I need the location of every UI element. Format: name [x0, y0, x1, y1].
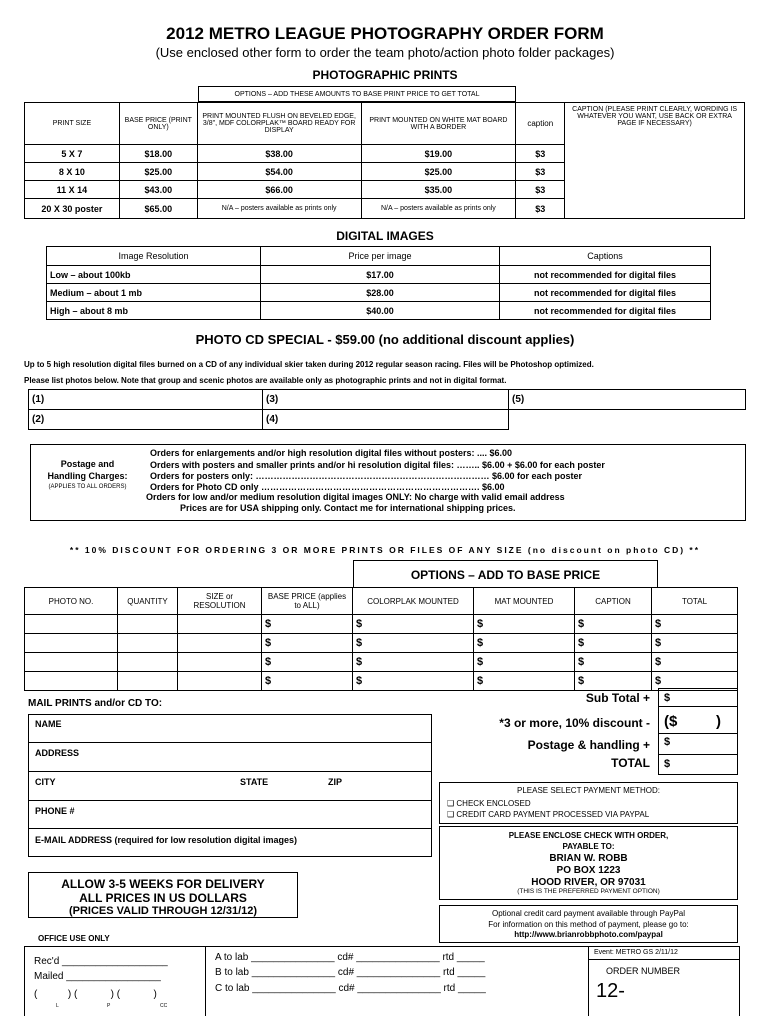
lab-a[interactable]: A to lab _______________ cd# _______________ rtd _____	[215, 952, 485, 963]
postage-line: Prices are for USA shipping only. Contact me for international shipping prices.	[180, 503, 516, 513]
cell: $43.00	[119, 181, 197, 199]
cell: $66.00	[197, 181, 361, 199]
check-option[interactable]: ❑ CHECK ENCLOSED	[447, 799, 531, 808]
cd-slot-5[interactable]: (5)	[509, 390, 746, 410]
table-row	[47, 266, 711, 284]
paypal-line: Optional credit card payment available through PayPal	[492, 909, 685, 918]
cd-note: Please list photos below. Note that group and scenic photos are available only as photographic prints and not in digital format.	[24, 376, 507, 385]
lab-c[interactable]: C to lab _______________ cd# _______________ rtd _____	[215, 983, 486, 994]
caption-field[interactable]: $	[575, 672, 652, 691]
state-field[interactable]: STATE	[240, 777, 269, 787]
email-field[interactable]: E-MAIL ADDRESS (required for low resolution digital images)	[35, 835, 298, 845]
payee-box: PO BOX 1223	[556, 865, 621, 876]
cell: N/A – posters available as prints only	[361, 199, 516, 219]
quantity-field[interactable]	[118, 672, 178, 691]
phone-field[interactable]: PHONE #	[35, 806, 75, 816]
page-title: 2012 METRO LEAGUE PHOTOGRAPHY ORDER FORM	[166, 24, 604, 43]
postage-line: Orders for Photo CD only ………………………………………………………………. $6.00	[150, 482, 505, 492]
delivery-line: (PRICES VALID THROUGH 12/31/12)	[68, 905, 258, 917]
prints-header-caption: caption	[516, 103, 565, 145]
cell: not recommended for digital files	[500, 284, 711, 302]
order-header: CAPTION	[575, 588, 652, 615]
photo-no-field[interactable]	[25, 634, 118, 653]
total-label: TOTAL	[611, 756, 650, 770]
caption-field[interactable]: $	[575, 615, 652, 634]
postage-label-2: Handling Charges:	[47, 471, 128, 481]
discount-field[interactable]: ($	[664, 713, 678, 730]
postage-field[interactable]: $	[664, 736, 671, 748]
discount-note: ** 10% DISCOUNT FOR ORDERING 3 OR MORE PRINTS OR FILES OF ANY SIZE (no discount on photo CD) **	[69, 545, 701, 555]
mat-field[interactable]: $	[474, 615, 575, 634]
cell: N/A – posters available as prints only	[197, 199, 361, 219]
cell: $19.00	[361, 145, 516, 163]
cell: High – about 8 mb	[47, 302, 261, 320]
order-number-field[interactable]: 12-	[596, 980, 625, 1002]
mail-title: MAIL PRINTS and/or CD TO:	[28, 698, 163, 709]
event-label: Event: METRO GS 2/11/12	[594, 949, 678, 956]
subtotal-label: Sub Total +	[585, 691, 650, 705]
code-p: P	[107, 1003, 111, 1009]
cell: 11 X 14	[25, 181, 120, 199]
recd-field[interactable]: Rec'd ___________________	[34, 956, 168, 967]
order-header: SIZE or RESOLUTION	[178, 588, 262, 615]
page-subtitle: (Use enclosed other form to order the team photo/action photo folder packages)	[155, 45, 615, 60]
payment-title: PLEASE SELECT PAYMENT METHOD:	[517, 786, 660, 795]
base-price-field[interactable]: $	[262, 634, 353, 653]
cell: Medium – about 1 mb	[47, 284, 261, 302]
office-codes[interactable]: ( ) ( ) ( )	[34, 989, 157, 1000]
size-field[interactable]	[178, 615, 262, 634]
discount-paren-close: )	[716, 713, 721, 730]
postage-total-label: Postage & handling +	[527, 738, 650, 752]
order-header: COLORPLAK MOUNTED	[353, 588, 474, 615]
order-header: TOTAL	[652, 588, 738, 615]
postage-line: Orders for low and/or medium resolution digital images ONLY: No charge with valid email address	[146, 492, 565, 502]
size-field[interactable]	[178, 653, 262, 672]
total-field[interactable]: $	[652, 615, 738, 634]
discount-label: *3 or more, 10% discount -	[499, 716, 650, 730]
cell: 5 X 7	[25, 145, 120, 163]
order-table	[24, 587, 738, 691]
order-header: PHOTO NO.	[25, 588, 118, 615]
office-title: OFFICE USE ONLY	[38, 934, 110, 943]
cell: $18.00	[119, 145, 197, 163]
total-field[interactable]: $	[664, 758, 671, 770]
cell: $38.00	[197, 145, 361, 163]
colorplak-field[interactable]: $	[353, 615, 474, 634]
payee-city: HOOD RIVER, OR 97031	[531, 877, 646, 888]
table-row	[25, 653, 738, 672]
mat-field[interactable]: $	[474, 634, 575, 653]
cd-slot-empty	[509, 410, 746, 430]
cell: $28.00	[261, 284, 500, 302]
postage-label-3: (APPLIES TO ALL ORDERS)	[48, 484, 127, 490]
base-price-field[interactable]: $	[262, 653, 353, 672]
order-options-title: OPTIONS – ADD TO BASE PRICE	[353, 560, 658, 587]
cell: $3	[516, 145, 565, 163]
total-field[interactable]: $	[652, 634, 738, 653]
cell: $3	[516, 181, 565, 199]
delivery-line: ALLOW 3-5 WEEKS FOR DELIVERY	[61, 877, 265, 891]
quantity-field[interactable]	[118, 634, 178, 653]
code-cc: CC	[160, 1003, 168, 1009]
cd-slot-2[interactable]: (2)	[29, 410, 263, 430]
postage-label-1: Postage and	[60, 459, 115, 469]
table-row	[25, 634, 738, 653]
cell: $17.00	[261, 266, 500, 284]
cell: 20 X 30 poster	[25, 199, 120, 219]
photo-no-field[interactable]	[25, 672, 118, 691]
code-l: L	[56, 1003, 59, 1009]
table-row	[47, 302, 711, 320]
postage-line: Orders with posters and smaller prints and/or hi resolution digital files: …….. $6.00 + $6.00 for each poster	[150, 460, 605, 470]
order-header: MAT MOUNTED	[474, 588, 575, 615]
cell: not recommended for digital files	[500, 302, 711, 320]
prints-section-title: PHOTOGRAPHIC PRINTS	[312, 68, 458, 82]
table-row	[47, 284, 711, 302]
size-field[interactable]	[178, 634, 262, 653]
base-price-field[interactable]: $	[262, 672, 353, 691]
photo-no-field[interactable]	[25, 653, 118, 672]
prints-header-colorplak: PRINT MOUNTED FLUSH ON BEVELED EDGE, 3/8", MDF COLORPLAK™ BOARD READY FOR DISPLAY	[197, 103, 361, 145]
cell: $65.00	[119, 199, 197, 219]
colorplak-field[interactable]: $	[353, 672, 474, 691]
quantity-field[interactable]	[118, 615, 178, 634]
postage-line: Orders for enlargements and/or high resolution digital files without posters: .... $6.00	[150, 448, 513, 458]
mat-field[interactable]: $	[474, 672, 575, 691]
order-header: BASE PRICE (applies to ALL)	[262, 588, 353, 615]
options-note: OPTIONS – ADD THESE AMOUNTS TO BASE PRINT PRICE TO GET TOTAL	[198, 86, 516, 102]
cd-slot-4[interactable]: (4)	[263, 410, 509, 430]
cd-description: Up to 5 high resolution digital files burned on a CD of any individual skier taken during 2012 regular season racing. Files will be Photoshop optimized.	[24, 360, 594, 369]
table-row	[25, 615, 738, 634]
prints-header-mat: PRINT MOUNTED ON WHITE MAT BOARD WITH A BORDER	[361, 103, 516, 145]
table-row	[25, 672, 738, 691]
digital-section-title: DIGITAL IMAGES	[336, 229, 434, 243]
address-field[interactable]: ADDRESS	[35, 748, 80, 758]
cd-slots-table	[28, 389, 746, 430]
prints-header-base: BASE PRICE (PRINT ONLY)	[119, 103, 197, 145]
cell: $25.00	[119, 163, 197, 181]
lab-b[interactable]: B to lab _______________ cd# _______________ rtd _____	[215, 967, 486, 978]
photo-no-field[interactable]	[25, 615, 118, 634]
digital-header: Image Resolution	[47, 247, 261, 266]
cell: Low – about 100kb	[47, 266, 261, 284]
city-field[interactable]: CITY	[35, 777, 56, 787]
check-line: PLEASE ENCLOSE CHECK WITH ORDER,	[508, 831, 669, 840]
zip-field[interactable]: ZIP	[328, 777, 343, 787]
total-field[interactable]: $	[652, 653, 738, 672]
base-price-field[interactable]: $	[262, 615, 353, 634]
cd-title: PHOTO CD SPECIAL - $59.00 (no additional discount applies)	[195, 332, 575, 347]
order-header: QUANTITY	[118, 588, 178, 615]
name-field[interactable]: NAME	[35, 719, 62, 729]
postage-line: Orders for posters only: …………………………………………………………………… $6.00 for each poster	[150, 471, 583, 481]
check-line: PAYABLE TO:	[562, 842, 615, 851]
cell: not recommended for digital files	[500, 266, 711, 284]
subtotal-field[interactable]: $	[664, 692, 671, 704]
total-field[interactable]: $	[652, 672, 738, 691]
caption-field[interactable]: $	[575, 634, 652, 653]
payee-name: BRIAN W. ROBB	[549, 853, 628, 864]
prints-table	[24, 102, 745, 219]
caption-field[interactable]: $	[575, 653, 652, 672]
digital-header: Price per image	[261, 247, 500, 266]
cell: $3	[516, 163, 565, 181]
prints-header-size: PRINT SIZE	[25, 103, 120, 145]
quantity-field[interactable]	[118, 653, 178, 672]
cell: $25.00	[361, 163, 516, 181]
colorplak-field[interactable]: $	[353, 653, 474, 672]
delivery-line: ALL PRICES IN US DOLLARS	[79, 891, 247, 905]
cell: 8 X 10	[25, 163, 120, 181]
prints-caption-box[interactable]: CAPTION (PLEASE PRINT CLEARLY, WORDING IS WHATEVER YOU WANT, USE BACK OR EXTRA PAGE IF NECESSARY)	[565, 103, 745, 219]
cell: $3	[516, 199, 565, 219]
digital-table	[46, 246, 711, 320]
cell: $35.00	[361, 181, 516, 199]
cell: $54.00	[197, 163, 361, 181]
order-number-label: ORDER NUMBER	[606, 966, 681, 976]
preferred-note: (THIS IS THE PREFERRED PAYMENT OPTION)	[517, 888, 660, 895]
cell: $40.00	[261, 302, 500, 320]
paypal-option[interactable]: ❑ CREDIT CARD PAYMENT PROCESSED VIA PAYPAL	[447, 810, 650, 819]
cd-slot-1[interactable]: (1)	[29, 390, 263, 410]
colorplak-field[interactable]: $	[353, 634, 474, 653]
mat-field[interactable]: $	[474, 653, 575, 672]
paypal-link[interactable]: http://www.brianrobbphoto.com/paypal	[514, 930, 663, 939]
paypal-line: For information on this method of payment, please go to:	[488, 920, 689, 929]
digital-header: Captions	[500, 247, 711, 266]
size-field[interactable]	[178, 672, 262, 691]
cd-slot-3[interactable]: (3)	[263, 390, 509, 410]
mailed-field[interactable]: Mailed _________________	[34, 971, 161, 982]
